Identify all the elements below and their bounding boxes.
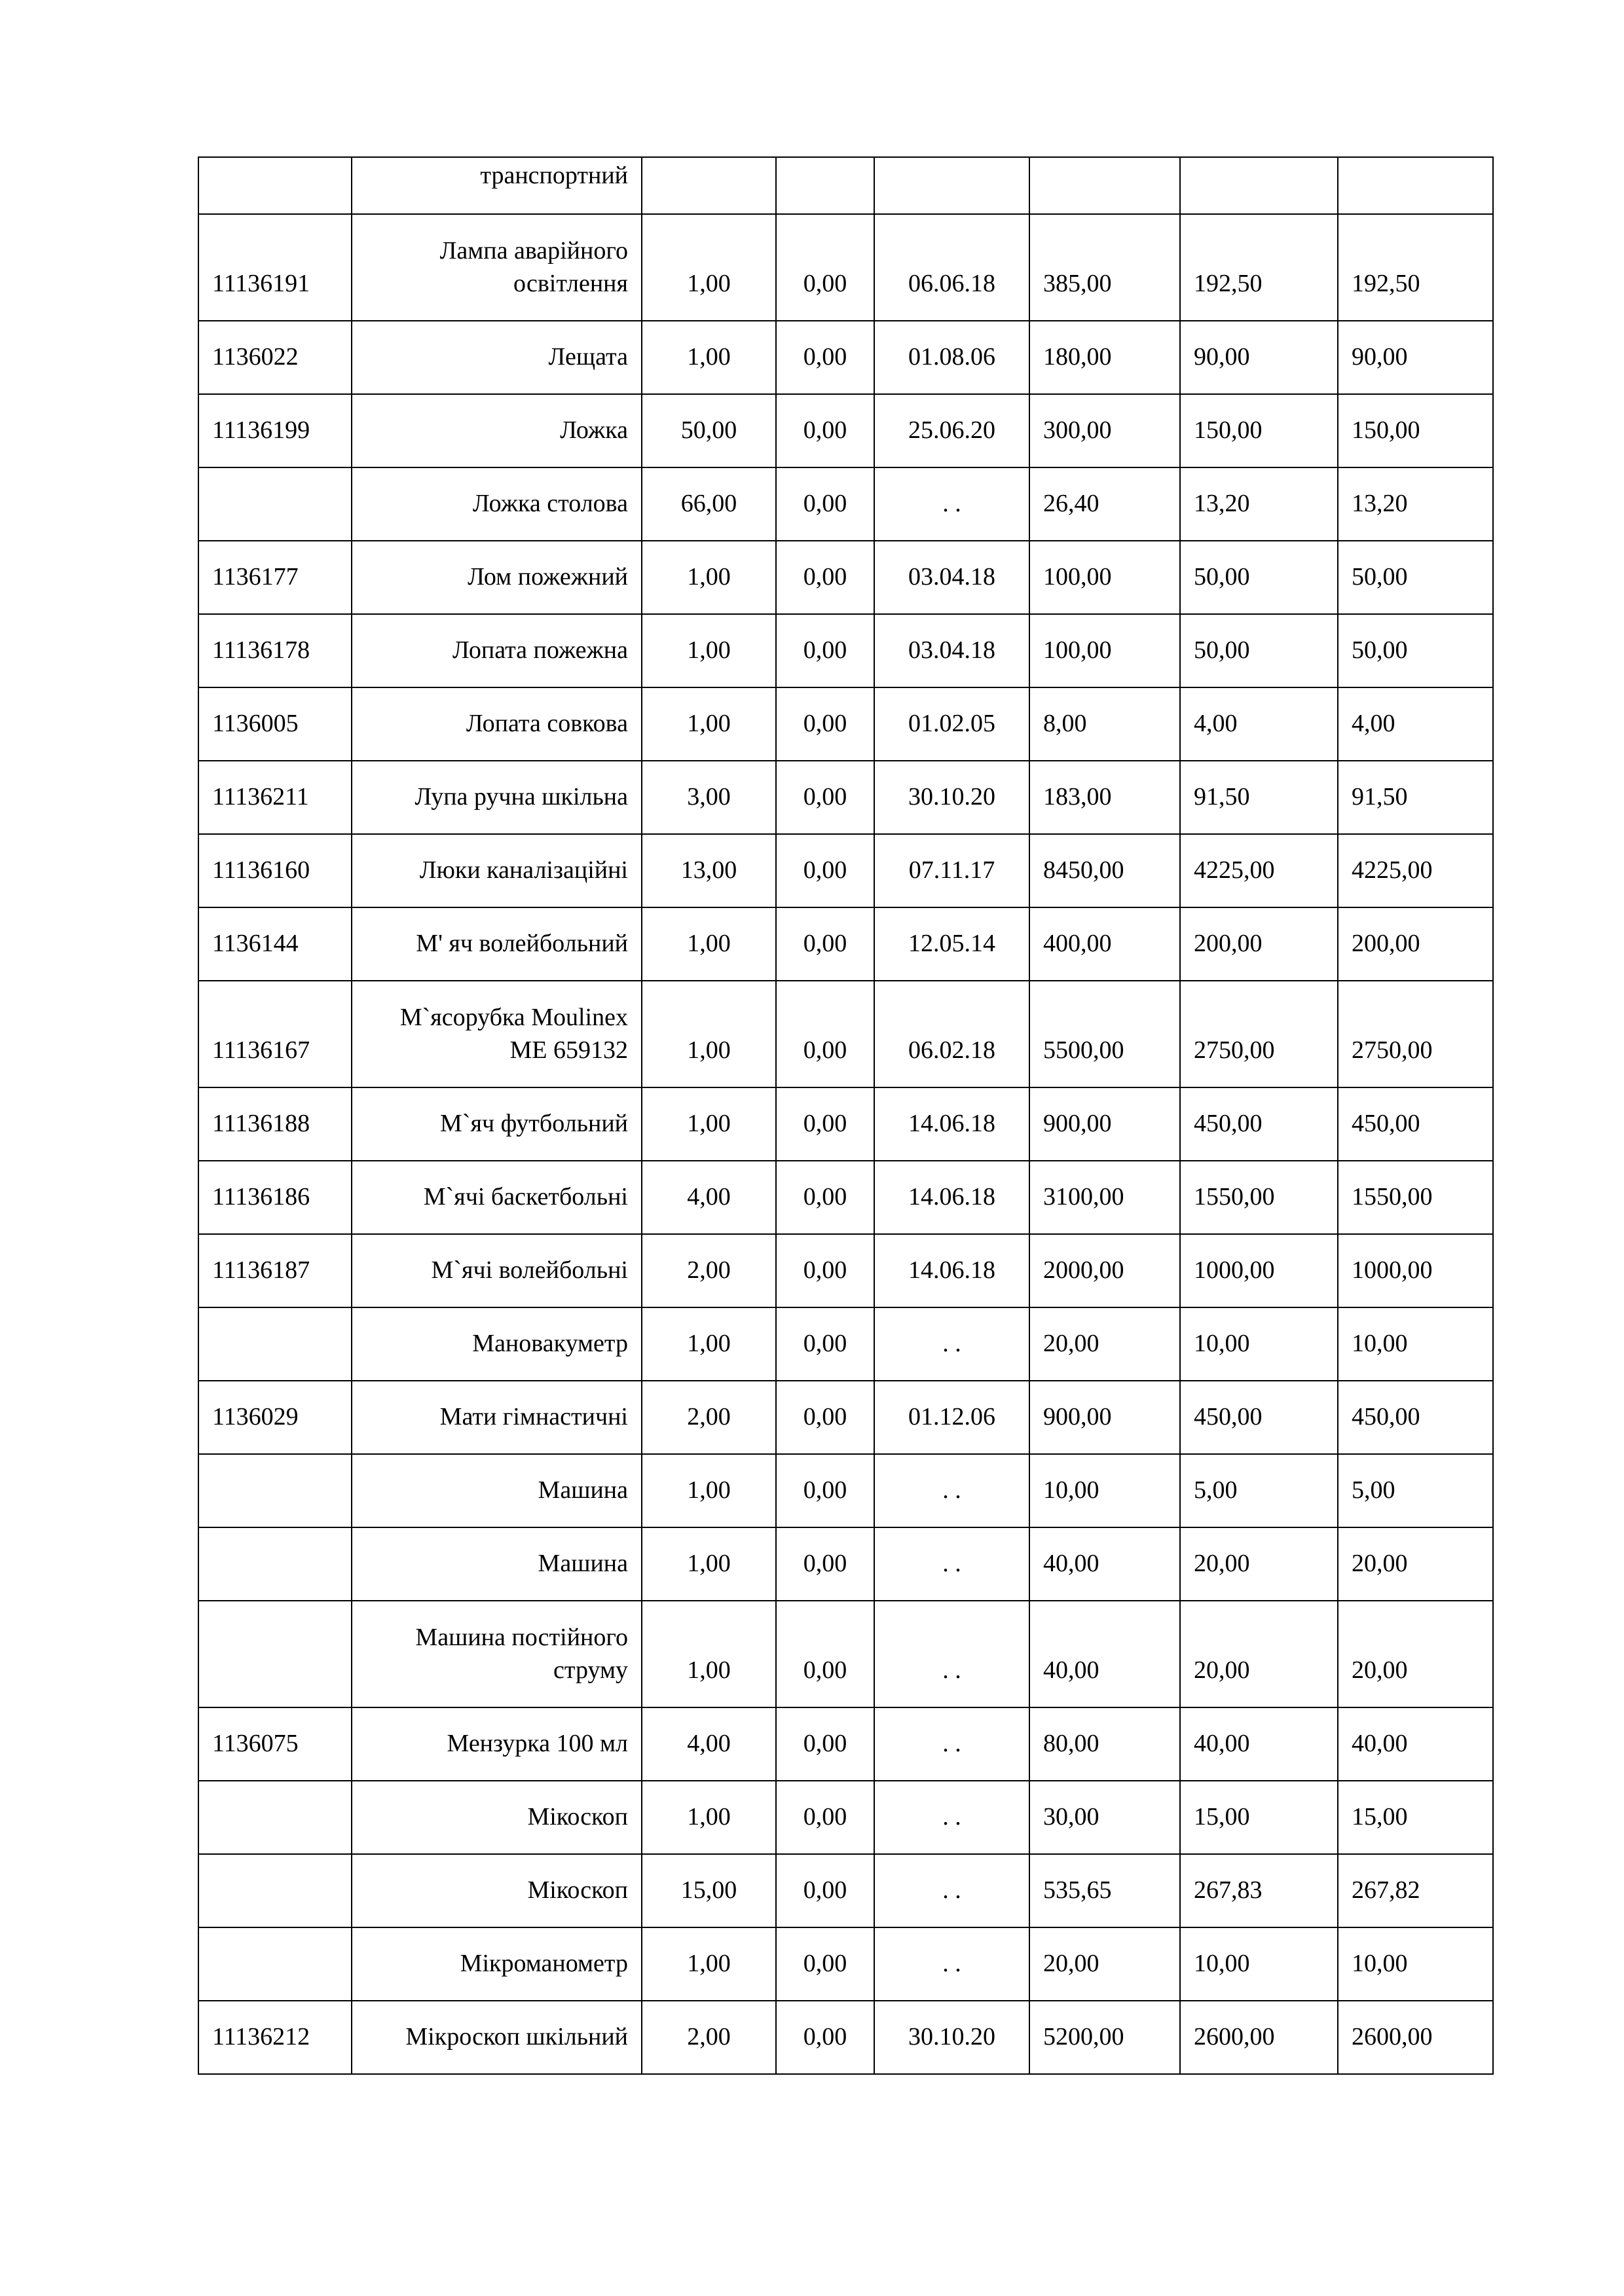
- amount-2-cell: [1180, 157, 1338, 214]
- item-name-cell: М' яч волейбольний: [352, 907, 642, 981]
- amount-2-cell: 20,00: [1180, 1527, 1338, 1601]
- item-name-cell: Лещата: [352, 321, 642, 394]
- table-row: [198, 2001, 1493, 2074]
- quantity-2-cell: 0,00: [776, 761, 874, 834]
- amount-3-cell: 20,00: [1338, 1601, 1493, 1707]
- table-row: [198, 614, 1493, 687]
- table-row: [198, 1781, 1493, 1854]
- amount-cell: 183,00: [1029, 761, 1180, 834]
- date-cell: . .: [874, 467, 1029, 541]
- quantity-cell: 1,00: [642, 1454, 776, 1527]
- date-cell: . .: [874, 1454, 1029, 1527]
- quantity-cell: 1,00: [642, 1527, 776, 1601]
- table-row: [198, 761, 1493, 834]
- inventory-number-cell: 1136144: [198, 907, 352, 981]
- quantity-cell: 1,00: [642, 687, 776, 761]
- inventory-number-cell: [198, 1601, 352, 1707]
- date-cell: 07.11.17: [874, 834, 1029, 907]
- item-name-cell: Лом пожежний: [352, 541, 642, 614]
- quantity-2-cell: 0,00: [776, 1454, 874, 1527]
- amount-3-cell: 13,20: [1338, 467, 1493, 541]
- item-name-cell: Мановакуметр: [352, 1307, 642, 1381]
- item-name-cell: Лопата пожежна: [352, 614, 642, 687]
- amount-3-cell: 50,00: [1338, 541, 1493, 614]
- quantity-2-cell: 0,00: [776, 1854, 874, 1927]
- amount-2-cell: 1550,00: [1180, 1161, 1338, 1234]
- date-cell: . .: [874, 1707, 1029, 1781]
- quantity-2-cell: [776, 157, 874, 214]
- date-cell: . .: [874, 1781, 1029, 1854]
- table-row: [198, 1707, 1493, 1781]
- table-row: [198, 1087, 1493, 1161]
- amount-cell: 40,00: [1029, 1527, 1180, 1601]
- amount-cell: 80,00: [1029, 1707, 1180, 1781]
- table-row: [198, 467, 1493, 541]
- quantity-2-cell: 0,00: [776, 1781, 874, 1854]
- date-cell: . .: [874, 1854, 1029, 1927]
- amount-2-cell: 267,83: [1180, 1854, 1338, 1927]
- quantity-cell: 66,00: [642, 467, 776, 541]
- item-name-cell: Мати гімнастичні: [352, 1381, 642, 1454]
- inventory-number-cell: 11136187: [198, 1234, 352, 1307]
- date-cell: 06.02.18: [874, 981, 1029, 1087]
- quantity-cell: 4,00: [642, 1161, 776, 1234]
- inventory-number-cell: [198, 1781, 352, 1854]
- quantity-cell: 2,00: [642, 1234, 776, 1307]
- date-cell: 14.06.18: [874, 1161, 1029, 1234]
- date-cell: 03.04.18: [874, 614, 1029, 687]
- amount-2-cell: 450,00: [1180, 1381, 1338, 1454]
- amount-3-cell: 2600,00: [1338, 2001, 1493, 2074]
- item-name-cell: Мікоскоп: [352, 1781, 642, 1854]
- date-cell: 30.10.20: [874, 761, 1029, 834]
- table-row: [198, 1234, 1493, 1307]
- quantity-2-cell: 0,00: [776, 467, 874, 541]
- inventory-number-cell: 1136177: [198, 541, 352, 614]
- item-name-cell: М`яч футбольний: [352, 1087, 642, 1161]
- amount-cell: 20,00: [1029, 1307, 1180, 1381]
- amount-cell: 900,00: [1029, 1087, 1180, 1161]
- quantity-cell: 1,00: [642, 214, 776, 321]
- amount-3-cell: 4,00: [1338, 687, 1493, 761]
- inventory-number-cell: 1136005: [198, 687, 352, 761]
- amount-cell: 535,65: [1029, 1854, 1180, 1927]
- amount-3-cell: 10,00: [1338, 1927, 1493, 2001]
- date-cell: 03.04.18: [874, 541, 1029, 614]
- amount-2-cell: 150,00: [1180, 394, 1338, 467]
- table-row: [198, 214, 1493, 321]
- amount-cell: 8,00: [1029, 687, 1180, 761]
- quantity-2-cell: 0,00: [776, 1234, 874, 1307]
- quantity-2-cell: 0,00: [776, 1927, 874, 2001]
- amount-2-cell: 4,00: [1180, 687, 1338, 761]
- amount-3-cell: 1550,00: [1338, 1161, 1493, 1234]
- amount-3-cell: 2750,00: [1338, 981, 1493, 1087]
- quantity-cell: 1,00: [642, 1087, 776, 1161]
- amount-3-cell: [1338, 157, 1493, 214]
- item-name-cell: Лупа ручна шкільна: [352, 761, 642, 834]
- amount-2-cell: 5,00: [1180, 1454, 1338, 1527]
- inventory-number-cell: 11136178: [198, 614, 352, 687]
- item-name-cell: Машина: [352, 1454, 642, 1527]
- amount-3-cell: 20,00: [1338, 1527, 1493, 1601]
- date-cell: 06.06.18: [874, 214, 1029, 321]
- date-cell: 14.06.18: [874, 1087, 1029, 1161]
- table-row: [198, 1381, 1493, 1454]
- amount-3-cell: 267,82: [1338, 1854, 1493, 1927]
- date-cell: 01.08.06: [874, 321, 1029, 394]
- amount-3-cell: 5,00: [1338, 1454, 1493, 1527]
- inventory-number-cell: 11136160: [198, 834, 352, 907]
- amount-2-cell: 20,00: [1180, 1601, 1338, 1707]
- quantity-2-cell: 0,00: [776, 907, 874, 981]
- table-row: [198, 1927, 1493, 2001]
- amount-2-cell: 50,00: [1180, 541, 1338, 614]
- amount-2-cell: 450,00: [1180, 1087, 1338, 1161]
- date-cell: . .: [874, 1527, 1029, 1601]
- table-row: [198, 394, 1493, 467]
- quantity-cell: 1,00: [642, 1307, 776, 1381]
- inventory-number-cell: [198, 1927, 352, 2001]
- amount-cell: 2000,00: [1029, 1234, 1180, 1307]
- item-name-cell: Мікоскоп: [352, 1854, 642, 1927]
- amount-3-cell: 40,00: [1338, 1707, 1493, 1781]
- amount-2-cell: 50,00: [1180, 614, 1338, 687]
- date-cell: 25.06.20: [874, 394, 1029, 467]
- inventory-number-cell: 1136075: [198, 1707, 352, 1781]
- inventory-table-body: [198, 157, 1493, 2074]
- quantity-2-cell: 0,00: [776, 1087, 874, 1161]
- date-cell: 12.05.14: [874, 907, 1029, 981]
- date-cell: [874, 157, 1029, 214]
- quantity-cell: 3,00: [642, 761, 776, 834]
- amount-2-cell: 192,50: [1180, 214, 1338, 321]
- date-cell: 30.10.20: [874, 2001, 1029, 2074]
- quantity-2-cell: 0,00: [776, 687, 874, 761]
- amount-cell: 3100,00: [1029, 1161, 1180, 1234]
- amount-2-cell: 1000,00: [1180, 1234, 1338, 1307]
- amount-3-cell: 1000,00: [1338, 1234, 1493, 1307]
- item-name-cell: М`ячі баскетбольні: [352, 1161, 642, 1234]
- quantity-2-cell: 0,00: [776, 1381, 874, 1454]
- amount-2-cell: 90,00: [1180, 321, 1338, 394]
- inventory-number-cell: [198, 1454, 352, 1527]
- inventory-number-cell: 11136191: [198, 214, 352, 321]
- quantity-2-cell: 0,00: [776, 1707, 874, 1781]
- table-row: [198, 981, 1493, 1087]
- quantity-cell: 2,00: [642, 1381, 776, 1454]
- inventory-number-cell: 11136211: [198, 761, 352, 834]
- quantity-2-cell: 0,00: [776, 981, 874, 1087]
- amount-3-cell: 450,00: [1338, 1381, 1493, 1454]
- amount-cell: 10,00: [1029, 1454, 1180, 1527]
- quantity-cell: [642, 157, 776, 214]
- inventory-number-cell: [198, 1307, 352, 1381]
- quantity-cell: 13,00: [642, 834, 776, 907]
- item-name-cell: Лампа аварійного освітлення: [352, 214, 642, 321]
- quantity-cell: 1,00: [642, 981, 776, 1087]
- item-name-cell: М`ясорубка Moulinex МЕ 659132: [352, 981, 642, 1087]
- inventory-number-cell: [198, 467, 352, 541]
- table-row: [198, 157, 1493, 214]
- date-cell: 01.02.05: [874, 687, 1029, 761]
- amount-3-cell: 91,50: [1338, 761, 1493, 834]
- amount-cell: 100,00: [1029, 614, 1180, 687]
- inventory-number-cell: 11136188: [198, 1087, 352, 1161]
- amount-2-cell: 13,20: [1180, 467, 1338, 541]
- amount-2-cell: 2600,00: [1180, 2001, 1338, 2074]
- inventory-number-cell: 11136199: [198, 394, 352, 467]
- quantity-cell: 1,00: [642, 541, 776, 614]
- amount-3-cell: 10,00: [1338, 1307, 1493, 1381]
- inventory-number-cell: 11136167: [198, 981, 352, 1087]
- table-row: [198, 1161, 1493, 1234]
- quantity-cell: 4,00: [642, 1707, 776, 1781]
- amount-cell: 900,00: [1029, 1381, 1180, 1454]
- amount-cell: 180,00: [1029, 321, 1180, 394]
- quantity-2-cell: 0,00: [776, 834, 874, 907]
- amount-3-cell: 90,00: [1338, 321, 1493, 394]
- quantity-cell: 50,00: [642, 394, 776, 467]
- amount-2-cell: 200,00: [1180, 907, 1338, 981]
- quantity-cell: 1,00: [642, 1601, 776, 1707]
- quantity-cell: 1,00: [642, 1927, 776, 2001]
- inventory-table: [198, 156, 1494, 2075]
- quantity-2-cell: 0,00: [776, 1161, 874, 1234]
- item-name-cell: Мікроманометр: [352, 1927, 642, 2001]
- amount-cell: 30,00: [1029, 1781, 1180, 1854]
- quantity-2-cell: 0,00: [776, 614, 874, 687]
- table-row: [198, 687, 1493, 761]
- quantity-cell: 15,00: [642, 1854, 776, 1927]
- quantity-2-cell: 0,00: [776, 1601, 874, 1707]
- quantity-cell: 1,00: [642, 907, 776, 981]
- date-cell: 01.12.06: [874, 1381, 1029, 1454]
- amount-2-cell: 10,00: [1180, 1307, 1338, 1381]
- amount-3-cell: 4225,00: [1338, 834, 1493, 907]
- table-row: [198, 834, 1493, 907]
- amount-cell: 5500,00: [1029, 981, 1180, 1087]
- quantity-cell: 1,00: [642, 321, 776, 394]
- table-row: [198, 1307, 1493, 1381]
- date-cell: . .: [874, 1927, 1029, 2001]
- quantity-2-cell: 0,00: [776, 1307, 874, 1381]
- quantity-2-cell: 0,00: [776, 2001, 874, 2074]
- table-row: [198, 1454, 1493, 1527]
- amount-2-cell: 4225,00: [1180, 834, 1338, 907]
- amount-cell: 385,00: [1029, 214, 1180, 321]
- date-cell: . .: [874, 1307, 1029, 1381]
- amount-cell: 400,00: [1029, 907, 1180, 981]
- amount-3-cell: 15,00: [1338, 1781, 1493, 1854]
- amount-2-cell: 91,50: [1180, 761, 1338, 834]
- table-row: [198, 321, 1493, 394]
- amount-cell: 100,00: [1029, 541, 1180, 614]
- amount-cell: 5200,00: [1029, 2001, 1180, 2074]
- inventory-number-cell: 1136029: [198, 1381, 352, 1454]
- item-name-cell: Ложка: [352, 394, 642, 467]
- amount-cell: 26,40: [1029, 467, 1180, 541]
- amount-cell: [1029, 157, 1180, 214]
- amount-cell: 20,00: [1029, 1927, 1180, 2001]
- inventory-number-cell: [198, 157, 352, 214]
- inventory-number-cell: 1136022: [198, 321, 352, 394]
- quantity-cell: 1,00: [642, 1781, 776, 1854]
- item-name-cell: Лопата совкова: [352, 687, 642, 761]
- date-cell: 14.06.18: [874, 1234, 1029, 1307]
- amount-2-cell: 2750,00: [1180, 981, 1338, 1087]
- table-row: [198, 1527, 1493, 1601]
- item-name-cell: Мікроскоп шкільний: [352, 2001, 642, 2074]
- amount-cell: 8450,00: [1029, 834, 1180, 907]
- quantity-cell: 2,00: [642, 2001, 776, 2074]
- amount-3-cell: 200,00: [1338, 907, 1493, 981]
- table-row: [198, 1601, 1493, 1707]
- table-row: [198, 1854, 1493, 1927]
- table-row: [198, 907, 1493, 981]
- quantity-2-cell: 0,00: [776, 321, 874, 394]
- inventory-number-cell: 11136212: [198, 2001, 352, 2074]
- amount-2-cell: 10,00: [1180, 1927, 1338, 2001]
- quantity-2-cell: 0,00: [776, 541, 874, 614]
- item-name-cell: Машина: [352, 1527, 642, 1601]
- inventory-number-cell: [198, 1527, 352, 1601]
- quantity-2-cell: 0,00: [776, 214, 874, 321]
- amount-3-cell: 150,00: [1338, 394, 1493, 467]
- amount-3-cell: 50,00: [1338, 614, 1493, 687]
- table-row: [198, 541, 1493, 614]
- amount-2-cell: 15,00: [1180, 1781, 1338, 1854]
- inventory-number-cell: [198, 1854, 352, 1927]
- item-name-cell: Люки каналізаційні: [352, 834, 642, 907]
- amount-3-cell: 450,00: [1338, 1087, 1493, 1161]
- quantity-2-cell: 0,00: [776, 394, 874, 467]
- item-name-cell: Машина постійного струму: [352, 1601, 642, 1707]
- amount-cell: 40,00: [1029, 1601, 1180, 1707]
- date-cell: . .: [874, 1601, 1029, 1707]
- amount-3-cell: 192,50: [1338, 214, 1493, 321]
- item-name-cell: М`ячі волейбольні: [352, 1234, 642, 1307]
- item-name-cell: Ложка столова: [352, 467, 642, 541]
- quantity-2-cell: 0,00: [776, 1527, 874, 1601]
- amount-2-cell: 40,00: [1180, 1707, 1338, 1781]
- quantity-cell: 1,00: [642, 614, 776, 687]
- item-name-cell: транспортний: [352, 157, 642, 214]
- inventory-number-cell: 11136186: [198, 1161, 352, 1234]
- item-name-cell: Мензурка 100 мл: [352, 1707, 642, 1781]
- amount-cell: 300,00: [1029, 394, 1180, 467]
